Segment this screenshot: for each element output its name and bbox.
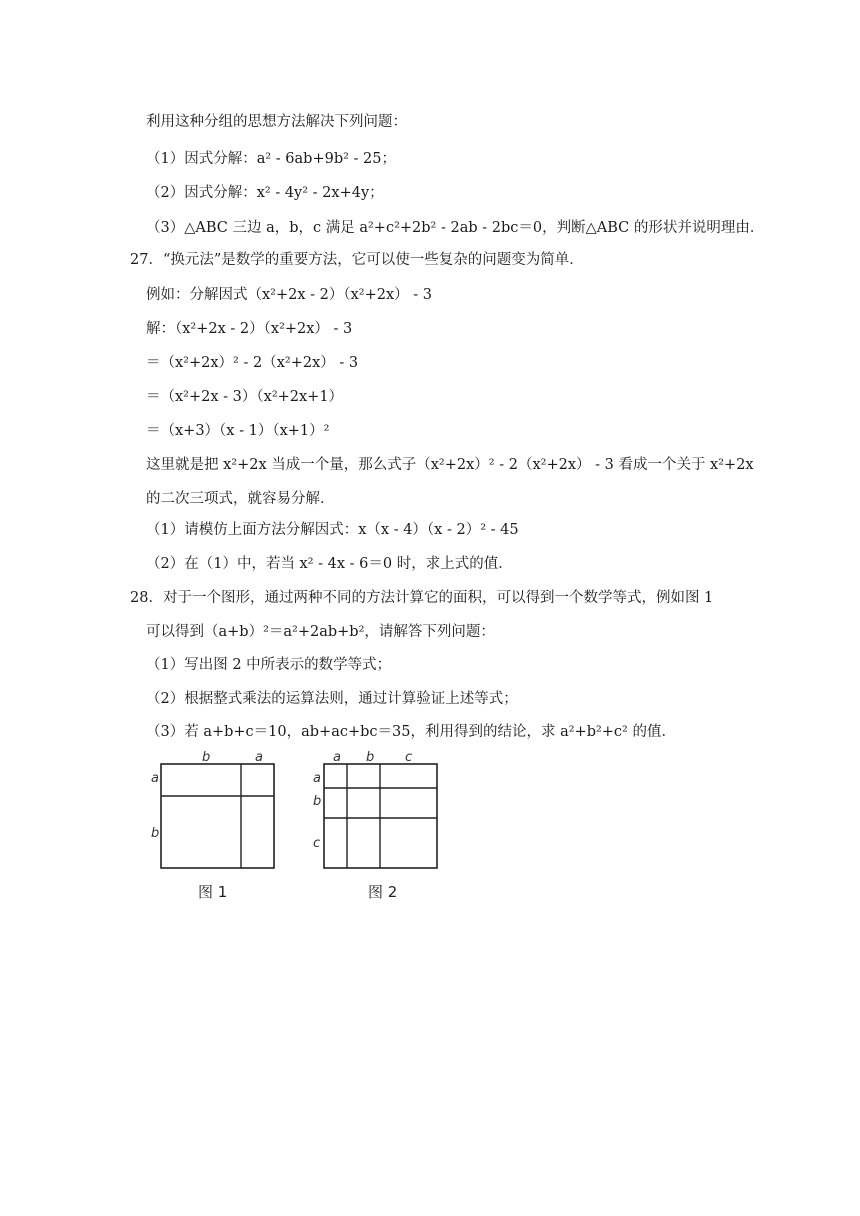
fig2-top-label-c: c [405, 750, 413, 765]
fig2-caption: 图 2 [368, 883, 398, 901]
q27-explain-1: 这里就是把 x²+2x 当成一个量，那么式子（x²+2x）² - 2（x²+2x） - 3 看成一个关于 x²+2x [146, 457, 754, 473]
fig1-top-label-b: b [202, 750, 211, 765]
q27-title: 27．“换元法”是数学的重要方法，它可以使一些复杂的问题变为简单． [130, 252, 584, 268]
q28-part3: （3）若 a+b+c＝10，ab+ac+bc＝35，利用得到的结论，求 a²+b²+c² 的值． [146, 724, 676, 740]
fig2-top-label-a: a [333, 750, 341, 765]
q28-title-2: 可以得到（a+b）²＝a²+2ab+b²，请解答下列问题： [146, 624, 495, 640]
q28-title: 28．对于一个图形，通过两种不同的方法计算它的面积，可以得到一个数学等式，例如图 1 [130, 590, 714, 606]
figure-2 [313, 750, 437, 901]
fig1-side-label-b: b [151, 826, 160, 841]
q27-part1: （1）请模仿上面方法分解因式：x（x - 4）（x - 2）² - 45 [146, 522, 519, 538]
fig1-side-label-a: a [151, 771, 159, 786]
fig1-outer-square [161, 764, 274, 868]
q26-part3: （3）△ABC 三边 a，b，c 满足 a²+c²+2b² - 2ab - 2bc＝0，判断△ABC 的形状并说明理由． [146, 220, 765, 236]
fig2-side-label-a: a [313, 771, 321, 786]
figure-1 [151, 750, 274, 901]
q27-part2: （2）在（1）中，若当 x² - 4x - 6＝0 时，求上式的值． [146, 556, 513, 572]
fig1-caption: 图 1 [198, 883, 228, 901]
q28-part2: （2）根据整式乘法的运算法则，通过计算验证上述等式； [146, 691, 518, 707]
q26-part2: （2）因式分解：x² - 4y² - 2x+4y； [146, 185, 384, 201]
fig2-side-label-b: b [313, 794, 322, 809]
q27-example: 例如：分解因式（x²+2x - 2）（x²+2x） - 3 [146, 287, 433, 303]
q27-solution-line-4: ＝（x+3）（x - 1）（x+1）² [146, 423, 330, 439]
q26-part1: （1）因式分解：a² - 6ab+9b² - 25； [146, 151, 396, 167]
q27-solution-line-1: 解：（x²+2x - 2）（x²+2x） - 3 [146, 321, 353, 337]
q27-explain-2: 的二次三项式，就容易分解． [146, 491, 335, 507]
q28-part1: （1）写出图 2 中所表示的数学等式； [146, 657, 392, 673]
fig2-top-label-b: b [366, 750, 375, 765]
area-figures [140, 745, 460, 905]
intro-text: 利用这种分组的思想方法解决下列问题： [146, 114, 407, 130]
q27-solution-line-3: ＝（x²+2x - 3）（x²+2x+1） [146, 389, 344, 405]
fig1-top-label-a: a [255, 750, 263, 765]
fig2-side-label-c: c [313, 836, 321, 851]
q27-solution-line-2: ＝（x²+2x）² - 2（x²+2x） - 3 [146, 355, 359, 371]
